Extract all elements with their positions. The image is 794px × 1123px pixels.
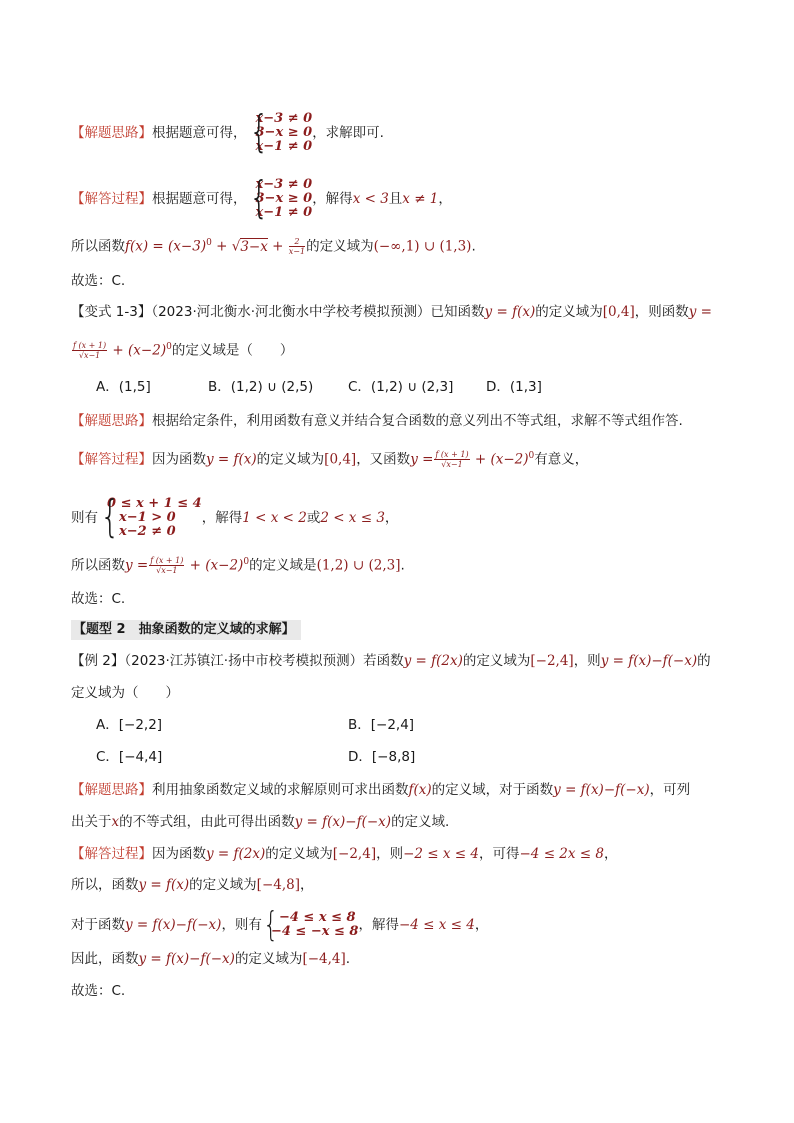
text: ， (603, 846, 618, 862)
text: ，解得 (358, 917, 399, 933)
fraction (149, 556, 184, 575)
text: ， (384, 510, 399, 526)
conclusion-line-2 (71, 553, 405, 575)
sys-row: { x−3 ≠ 0 (255, 111, 313, 126)
text: 的定义域，对于函数 (431, 782, 554, 798)
math-exponent: 0 (166, 342, 172, 352)
math: y = f(x)−f(−x) (138, 951, 235, 967)
so-line-3 (71, 876, 314, 894)
solution-tag: 【解答过程】 (71, 191, 152, 207)
hence-line-3 (71, 950, 350, 968)
option-d (348, 748, 415, 766)
text: 根据题意可得， (152, 191, 247, 207)
math: [0,4] (602, 304, 635, 320)
fraction (289, 237, 305, 256)
math: y = f(x) (138, 877, 190, 893)
math: 2 < x ≤ 3 (320, 510, 385, 526)
text: 所以函数 (71, 238, 125, 255)
inequality-system (262, 911, 359, 939)
text: ，则 (376, 846, 404, 862)
text: 或 (306, 510, 321, 526)
frac-num: f (x + 1) (435, 450, 469, 459)
thinking-tag: 【解题思路】 (71, 782, 152, 798)
frac-den: √x−1 (441, 460, 463, 469)
math-answer: (−∞,1) ∪ (1,3) (373, 238, 472, 255)
text: 因为函数 (152, 451, 206, 468)
frac-den: √x−1 (78, 351, 101, 360)
sys-row: { 0 ≤ x + 1 ≤ 4 (107, 496, 202, 511)
text: ，解得 (312, 191, 353, 207)
math: y = f(2x) (206, 846, 266, 862)
variant-question-line-1 (71, 303, 712, 321)
option-text: C．(1,2) ∪ (2,3] (348, 379, 454, 395)
text: 所以函数 (71, 557, 125, 574)
text: 根据题意可得， (152, 125, 247, 141)
text: 因此，函数 (71, 951, 139, 967)
text: （2023·江苏镇江·扬中市校考模拟预测）若函数 (124, 653, 404, 669)
choice-line-2 (71, 590, 125, 608)
example-question-line-2 (71, 684, 179, 702)
text: 则有 (71, 510, 98, 526)
text: ， (474, 917, 489, 933)
math-answer: (1,2) ∪ (2,3] (316, 557, 401, 574)
text: . (345, 951, 351, 967)
option-text: D．(1,3] (486, 379, 542, 395)
option-a (96, 716, 162, 734)
math: −2 ≤ x ≤ 4 (403, 846, 479, 862)
text: ，可得 (479, 846, 520, 862)
variant-tag: 【变式 1-3】 (71, 304, 152, 320)
math: + (267, 238, 288, 255)
option-text: A．(1,5] (96, 379, 151, 395)
thinking-tag: 【解题思路】 (71, 125, 152, 141)
text: 所以，函数 (71, 877, 139, 893)
frac-num: f (x + 1) (73, 341, 107, 350)
then-line-2 (71, 497, 398, 539)
frac-num: 2 (289, 237, 305, 247)
sys-row: x−1 > 0 (119, 510, 176, 525)
choice-line-3 (71, 982, 125, 1000)
thinking-line-3 (71, 781, 690, 799)
option-b (208, 378, 313, 396)
math: y = f(x) (206, 451, 257, 468)
text: 的定义域为 (265, 846, 333, 862)
inequality-system (98, 497, 202, 539)
math: y = f(x)−f(−x) (294, 814, 392, 830)
text: ，则 (573, 653, 601, 669)
sys-row: { x−3 ≠ 0 (255, 177, 313, 192)
sys-row: 3−x ≥ 0 (255, 191, 313, 206)
sys-row: { −4 ≤ x ≤ 8 (278, 910, 356, 925)
text: 的定义域为 (256, 451, 325, 468)
math: [−2,4] (530, 653, 574, 669)
text: . (471, 238, 476, 255)
text: 出关于 (71, 814, 112, 830)
text: 有意义， (534, 451, 589, 468)
text: （2023·河北衡水·河北衡水中学校考模拟预测）已知函数 (151, 304, 485, 320)
text: 的 (697, 653, 711, 669)
thinking-tag: 【解题思路】 (71, 413, 152, 429)
choice-line-1 (71, 272, 125, 290)
choice: 故选：C. (71, 273, 126, 289)
text: 的定义域. (391, 814, 450, 830)
text: 的不等式组，由此可得出函数 (119, 814, 295, 830)
choice: 故选：C. (71, 983, 126, 999)
math-sqrt: 3−x (240, 238, 268, 255)
math: y = f(x)−f(−x) (600, 653, 698, 669)
math: −4 ≤ x ≤ 4 (398, 917, 475, 933)
thinking-line-3b (71, 813, 449, 831)
math: [0,4] (324, 451, 357, 468)
option-text: D．[−8,8] (348, 749, 416, 765)
option-a (96, 378, 151, 396)
math: −4 ≤ 2x ≤ 8 (519, 846, 604, 862)
option-text: A．[−2,2] (96, 717, 163, 733)
math: f(x) = (x−3) (125, 238, 207, 255)
math: + (x−2) (470, 451, 529, 468)
math: y = f(x)−f(−x) (553, 782, 650, 798)
choice: 故选：C. (71, 591, 126, 607)
text: 的定义域为 (189, 877, 257, 893)
text: . (400, 557, 405, 574)
option-c (96, 748, 162, 766)
math: 1 < x < 2 (242, 510, 307, 526)
conclusion-line-1: 所以函数$f(x) = (x-3)^0 + √3-x$ + $\frac{2}{x-1}$ 的定义域为(−∞,1) ∪ (1,3). (71, 237, 476, 256)
text: 的定义域是 (249, 557, 317, 574)
solution-line-2 (71, 447, 588, 469)
text: ，解得 (201, 510, 243, 526)
text: 的定义域是（ ） (171, 342, 294, 359)
solution-tag: 【解答过程】 (71, 846, 152, 862)
option-d (486, 378, 542, 396)
text: 定义域为（ ） (71, 685, 179, 701)
sys-row: x−2 ≠ 0 (119, 524, 176, 539)
thinking-line-1 (71, 112, 384, 154)
thinking-line-2 (71, 412, 683, 430)
fraction (72, 341, 107, 360)
option-c (348, 378, 453, 396)
math-exponent: 0 (206, 238, 212, 248)
text: 对于函数 (71, 917, 125, 933)
math: x (111, 814, 120, 830)
math: [−4,8] (256, 877, 300, 893)
for-line-3 (71, 911, 488, 939)
text: 利用抽象函数定义域的求解原则可求出函数 (152, 782, 409, 798)
text: 的定义域为 (234, 951, 303, 967)
math: + (211, 238, 232, 255)
example-tag: 【例 2】 (71, 653, 125, 669)
sys-row: 3−x ≥ 0 (255, 125, 313, 140)
option-text: B．(1,2) ∪ (2,5) (208, 379, 314, 395)
math-exponent: 0 (528, 451, 535, 461)
text: ，则有 (221, 917, 262, 933)
option-text: B．[−2,4] (348, 717, 415, 733)
inequality-system (247, 112, 313, 154)
math: y = (688, 304, 712, 320)
sys-row: −4 ≤ −x ≤ 8 (270, 924, 359, 939)
math-exponent: 0 (243, 557, 250, 567)
option-text: C．[−4,4] (96, 749, 163, 765)
math: y = (410, 451, 434, 468)
math: x < 3 (352, 191, 389, 207)
math: f(x) (408, 782, 432, 798)
sys-row: x−1 ≠ 0 (255, 139, 313, 154)
fraction (434, 450, 469, 469)
text: 的定义域为 (306, 238, 374, 255)
example-question-line-1 (71, 652, 711, 670)
math: y = f(x)−f(−x) (125, 917, 222, 933)
solution-tag: 【解答过程】 (71, 451, 152, 468)
text: 因为函数 (152, 846, 206, 862)
section-title: 【题型 2 抽象函数的定义域的求解】 (71, 620, 301, 640)
solution-line-3 (71, 845, 617, 863)
inequality-system (247, 178, 313, 220)
frac-num: f (x + 1) (150, 556, 184, 565)
text: ，可列 (649, 782, 691, 798)
sys-row: x−1 ≠ 0 (255, 205, 313, 220)
option-b (348, 716, 414, 734)
math: [−4,4] (302, 951, 346, 967)
variant-question-line-2 (71, 338, 293, 360)
text: 的定义域为 (535, 304, 603, 320)
math: y = f(x) (484, 304, 536, 320)
text: ，求解即可. (312, 125, 384, 141)
text: ，又函数 (356, 451, 411, 468)
solution-line-1 (71, 178, 452, 220)
math: [−2,4] (332, 846, 377, 862)
math: y = (125, 557, 149, 574)
math: x ≠ 1 (402, 191, 439, 207)
frac-den: x−1 (288, 247, 306, 256)
math: + (x−2) (185, 557, 244, 574)
text: ， (300, 877, 314, 893)
text: 且 (388, 191, 403, 207)
math: + (x−2) (108, 342, 167, 359)
text: 根据给定条件，利用函数有意义并结合复合函数的意义列出不等式组，求解不等式组作答. (152, 413, 683, 429)
text: ， (438, 191, 452, 207)
frac-den: √x−1 (156, 566, 178, 575)
text: 的定义域为 (462, 653, 531, 669)
text: ，则函数 (634, 304, 689, 320)
math: y = f(2x) (403, 653, 463, 669)
